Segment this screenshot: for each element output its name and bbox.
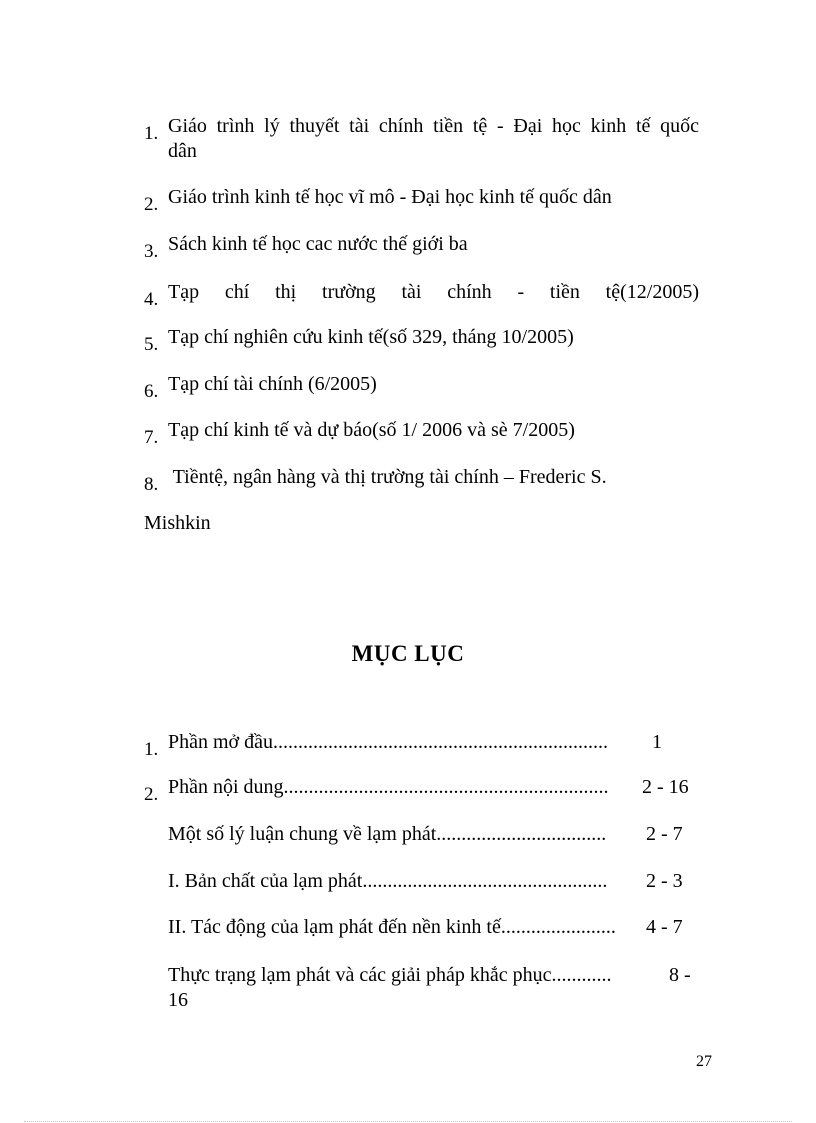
- toc-entry-label: Phần mở đầu...................................................................: [168, 731, 609, 753]
- reference-text-continuation: Mishkin: [144, 512, 211, 534]
- reference-text: Tạp chí nghiên cứu kinh tế(số 329, tháng 10/2005): [168, 326, 574, 348]
- toc-entry-page-continuation: 16: [168, 989, 188, 1011]
- toc-entry-label: Một số lý luận chung về lạm phát..................................: [168, 823, 607, 845]
- reference-number: 5.: [144, 334, 159, 355]
- reference-number: 3.: [144, 241, 159, 262]
- toc-entry-label: I. Bản chất của lạm phát.................................................: [168, 870, 608, 892]
- reference-text: Giáo trình lý thuyết tài chính tiền tệ - Đại học kinh tế quốc: [168, 115, 699, 137]
- reference-text: Sách kinh tế học cac nước thế giới ba: [168, 233, 468, 255]
- reference-number: 6.: [144, 381, 159, 402]
- toc-entry-number: 2.: [144, 784, 159, 805]
- reference-number: 1.: [144, 123, 159, 144]
- reference-number: 2.: [144, 194, 159, 215]
- reference-text-continuation: dân: [168, 140, 197, 162]
- reference-text: Tiềntệ, ngân hàng và thị trường tài chính – Frederic S.: [168, 466, 607, 488]
- toc-entry-label: Phần nội dung.................................................................: [168, 776, 609, 798]
- toc-entry-label: II. Tác động của lạm phát đến nền kinh tế.......................: [168, 916, 616, 938]
- page-bottom-border: [24, 1121, 792, 1122]
- toc-entry-page: 1: [652, 731, 662, 753]
- toc-entry-page: 2 - 16: [642, 776, 689, 798]
- toc-entry-label: Thực trạng lạm phát và các giải pháp khắc phục............: [168, 964, 612, 986]
- reference-text: Tạp chí thị trường tài chính - tiền tệ(12/2005): [168, 281, 699, 303]
- toc-entry-page: 4 - 7: [646, 916, 683, 938]
- toc-entry-page: 2 - 3: [646, 870, 683, 892]
- page-number: 27: [696, 1053, 712, 1070]
- reference-text: Tạp chí tài chính (6/2005): [168, 373, 377, 395]
- reference-number: 8.: [144, 474, 159, 495]
- reference-number: 7.: [144, 427, 159, 448]
- toc-title: MỤC LỤC: [351, 641, 465, 666]
- toc-entry-number: 1.: [144, 739, 159, 760]
- toc-entry-page: 2 - 7: [646, 823, 683, 845]
- toc-entry-page: 8 -: [669, 964, 691, 986]
- reference-text: Giáo trình kinh tế học vĩ mô - Đại học kinh tế quốc dân: [168, 186, 612, 208]
- reference-text: Tạp chí kinh tế và dự báo(số 1/ 2006 và sè 7/2005): [168, 419, 575, 441]
- reference-number: 4.: [144, 289, 159, 310]
